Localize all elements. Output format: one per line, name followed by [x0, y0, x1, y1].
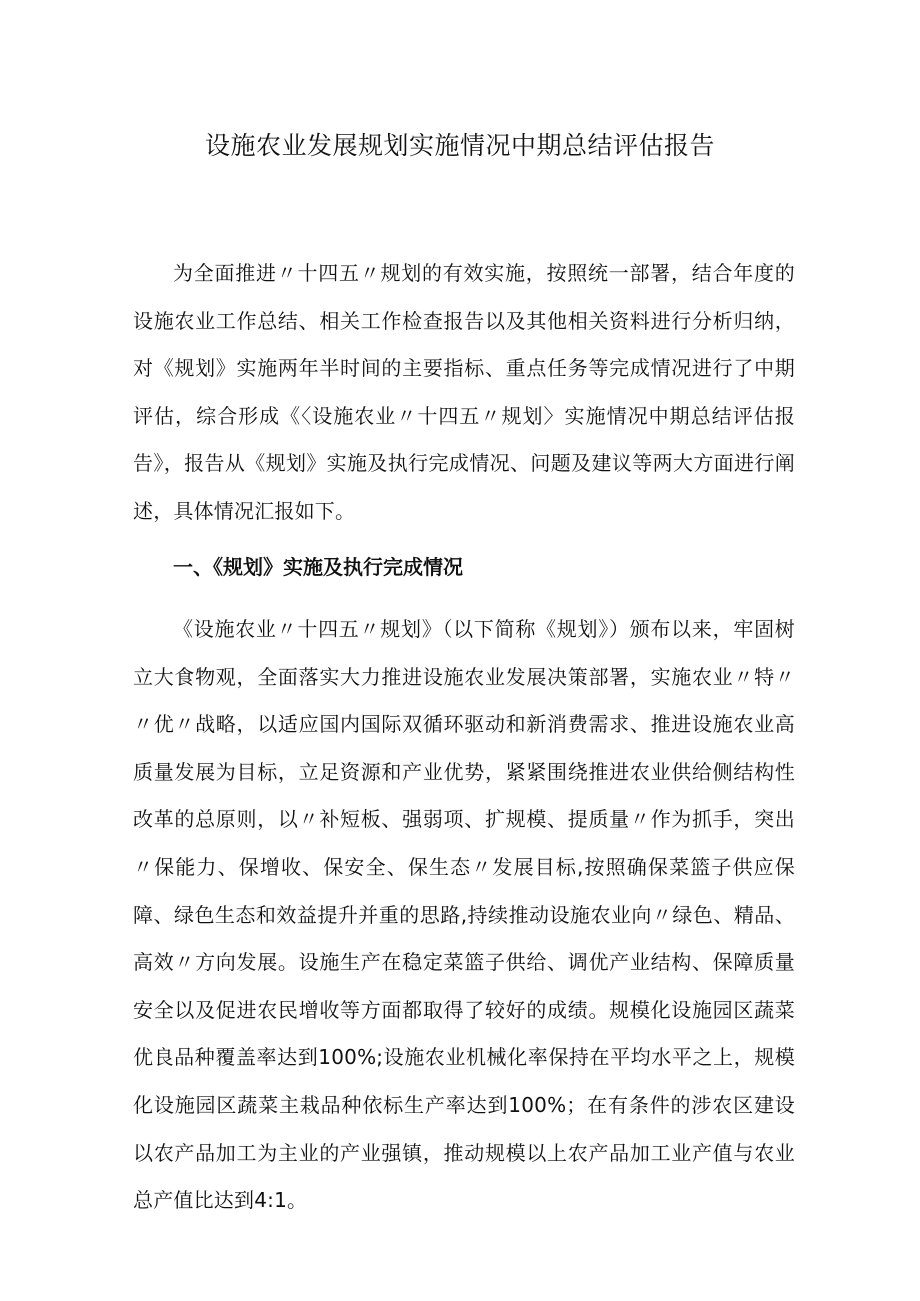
document-title: 设施农业发展规划实施情况中期总结评估报告: [204, 131, 715, 160]
section-1-paragraph: 《设施农业〃十四五〃规划》（以下简称《规划》）颁布以来，牢固树立大食物观，全面落实大力推进设施农业发展决策部署，实施农业〃特〃〃优〃战略，以适应国内国际双循环驱动和新消费需求、推进设施农业高质量发展为目标，立足资源和产业优势，紧紧围绕推进农业供给侧结构性改革的总原则，以〃补短板、强弱项、扩规模、提质量〃作为抓手，突出〃保能力、保增收、保安全、保生态〃发展目标,按照确保菜篮子供应保障、绿色生态和效益提升并重的思路,持续推动设施农业向〃绿色、精品、高效〃方向发展。设施生产在稳定菜篮子供给、调优产业结构、保障质量安全以及促进农民增收等方面都取得了较好的成绩。规模化设施园区蔬菜优良品种覆盖率达到100%;设施农业机械化率保持在平均水平之上，规模化设施园区蔬菜主栽品种依标生产率达到100%；在有条件的涉农区建设以农产品加工为主业的产业强镇，推动规模以上农产品加工业产值与农业总产值比达到4:1。: [133, 617, 795, 1213]
intro-paragraph: 为全面推进〃十四五〃规划的有效实施，按照统一部署，结合年度的设施农业工作总结、相关工作检查报告以及其他相关资料进行分析归纳，对《规划》实施两年半时间的主要指标、重点任务等完成情况进行了中期评估，综合形成《〈设施农业〃十四五〃规划〉实施情况中期总结评估报告》，报告从《规划》实施及执行完成情况、问题及建议等两大方面进行阐述，具体情况汇报如下。: [133, 261, 795, 523]
section-1-heading: 一、《规划》实施及执行完成情况: [173, 555, 463, 579]
